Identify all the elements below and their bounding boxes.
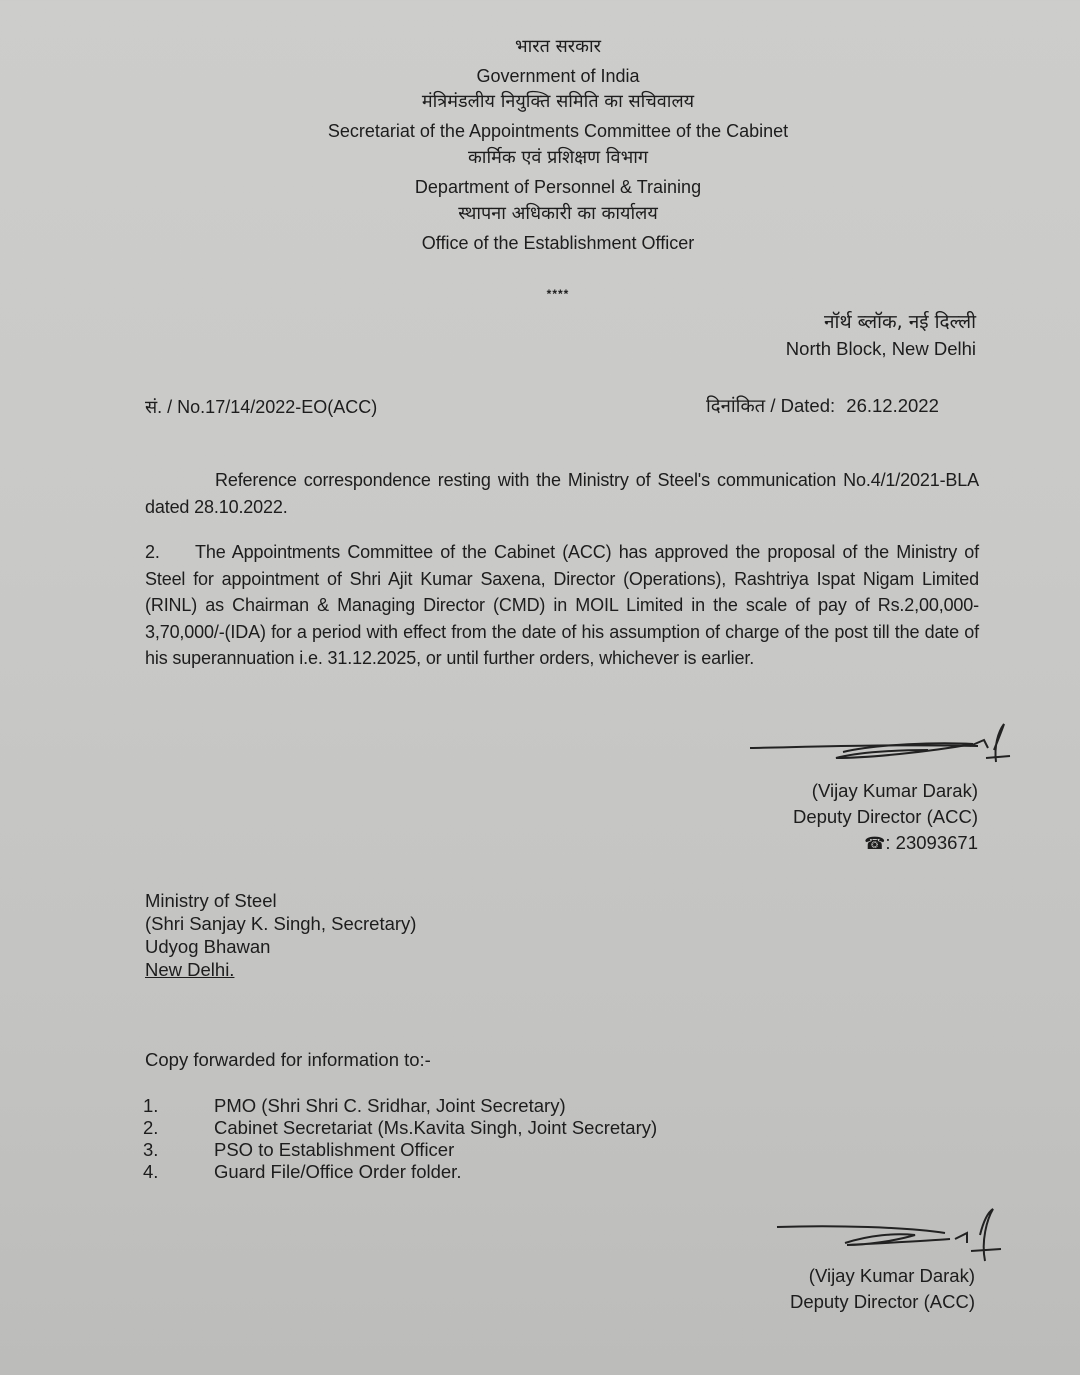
- copy-list-text: Cabinet Secretariat (Ms.Kavita Singh, Joint Secretary): [214, 1117, 658, 1138]
- signatory-block: [793, 778, 978, 857]
- copy-list-item: [143, 1117, 657, 1139]
- signatory-designation: Deputy Director (ACC): [792, 806, 978, 827]
- paragraph-2: [145, 539, 979, 672]
- signatory-2-designation: Deputy Director (ACC): [789, 1291, 975, 1312]
- signatory-2-name: (Vijay Kumar Darak): [808, 1265, 975, 1286]
- copy-list-text: Guard File/Office Order folder.: [214, 1161, 462, 1182]
- signature-2: [775, 1205, 1010, 1265]
- letterhead-hindi-dopt: कार्मिक एवं प्रशिक्षण विभाग: [467, 147, 649, 168]
- date-value: 26.12.2022: [846, 395, 939, 416]
- addressee-line-3: Udyog Bhawan: [145, 936, 271, 957]
- telephone-icon: ☎: [864, 834, 886, 854]
- copy-list-item: [143, 1095, 657, 1117]
- letterhead-hindi-secretariat: मंत्रिमंडलीय नियुक्ति समिति का सचिवालय: [421, 91, 695, 112]
- copy-list-number: 1.: [143, 1095, 159, 1116]
- paragraph-2-text: The Appointments Committee of the Cabinet (ACC) has approved the proposal of the Ministry of Steel for appointment of Shri Ajit Kumar Saxena, Director (Operations), Rashtriya Ispat Nigam Limited (RINL) as Chairman & Managing Director (CMD) in MOIL Limited in the scale of pay of Rs.2,00,000-3,70,000/-(IDA) for a period with effect from the date of his assumption of charge of the post till the date of his superannuation i.e. 31.12.2025, or until further orders, whichever is earlier.: [145, 542, 979, 668]
- location-english: North Block, New Delhi: [785, 338, 976, 359]
- letterhead-hindi-office: स्थापना अधिकारी का कार्यालय: [458, 203, 658, 224]
- copy-list-text: PMO (Shri Shri C. Sridhar, Joint Secretary): [214, 1095, 566, 1116]
- addressee-line-1: Ministry of Steel: [145, 890, 277, 911]
- date-line: [706, 393, 939, 418]
- paragraph-2-number: 2.: [145, 542, 160, 562]
- copy-list-number: 3.: [143, 1139, 159, 1160]
- signatory-phone-line: [793, 830, 978, 857]
- copy-list-text: PSO to Establishment Officer: [214, 1139, 455, 1160]
- letterhead-secretariat: Secretariat of the Appointments Committee of the Cabinet: [327, 121, 789, 141]
- location-hindi: नॉर्थ ब्लॉक, नई दिल्ली: [823, 311, 976, 333]
- separator-stars: ****: [546, 287, 570, 301]
- letterhead-hindi-govt: भारत सरकार: [514, 36, 602, 57]
- copy-forwarded-list: [143, 1095, 657, 1183]
- letterhead-govt-of-india: Government of India: [476, 66, 640, 86]
- paragraph-1-text: Reference correspondence resting with the Ministry of Steel's communication No.4/1/2021-BLA dated 28.10.2022.: [145, 470, 979, 517]
- letterhead-dopt: Department of Personnel & Training: [414, 177, 702, 197]
- letterhead-office: Office of the Establishment Officer: [421, 233, 695, 253]
- signatory-name: (Vijay Kumar Darak): [811, 780, 978, 801]
- copy-list-item: [143, 1161, 657, 1183]
- dated-label: दिनांकित / Dated:: [706, 395, 836, 416]
- copy-list-number: 4.: [143, 1161, 159, 1182]
- addressee-line-2: (Shri Sanjay K. Singh, Secretary): [145, 913, 417, 934]
- paragraph-1: [145, 467, 979, 520]
- copy-list-item: [143, 1139, 657, 1161]
- copy-forwarded-title: Copy forwarded for information to:-: [145, 1049, 431, 1070]
- signatory-phone: : 23093671: [885, 832, 978, 853]
- signatory-block-2: [790, 1263, 975, 1315]
- addressee-city: New Delhi.: [145, 959, 235, 980]
- copy-list-number: 2.: [143, 1117, 159, 1138]
- addressee-block: [145, 889, 416, 981]
- reference-number: सं. / No.17/14/2022-EO(ACC): [145, 397, 378, 417]
- signature-1: [748, 722, 1013, 772]
